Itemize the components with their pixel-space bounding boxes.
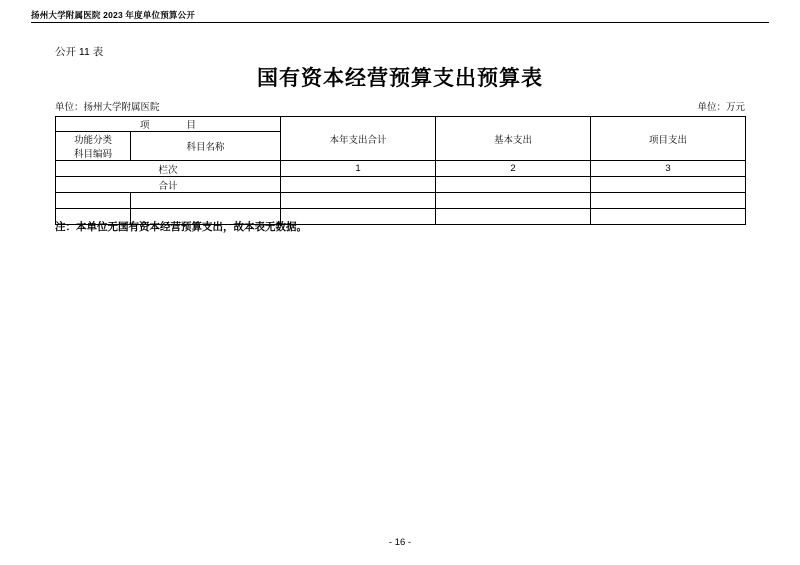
- table-note: 注：本单位无国有资本经营预算支出，故本表无数据。: [55, 221, 307, 233]
- cell-name: [131, 193, 281, 209]
- unit-entity: 单位：扬州大学附属医院: [55, 102, 160, 113]
- cell-code: [56, 193, 131, 209]
- budget-table: [55, 116, 746, 225]
- cell-project: [591, 193, 746, 209]
- table-row-column-numbers: [56, 161, 746, 177]
- sheet-label: 公开 11 表: [55, 46, 104, 58]
- page-number: - 16 -: [388, 537, 412, 548]
- total-row-value-1: [281, 177, 436, 193]
- cell-total: [281, 193, 436, 209]
- header-divider: [31, 22, 769, 23]
- column-number-label: 栏次: [56, 161, 281, 177]
- header-code-line2: 科目编码: [73, 149, 112, 160]
- total-row-value-3: [591, 177, 746, 193]
- column-number-2: 2: [436, 161, 591, 177]
- header-total: 本年支出合计: [281, 117, 436, 161]
- header-code: [56, 132, 131, 161]
- unit-amount: 单位：万元: [697, 102, 745, 113]
- table-row-total: [56, 177, 746, 193]
- header-name: 科目名称: [131, 132, 281, 161]
- unit-line: [55, 99, 745, 113]
- total-row-value-2: [436, 177, 591, 193]
- column-number-1: 1: [281, 161, 436, 177]
- table-header-row-top: [56, 117, 746, 132]
- page-title: 国有资本经营预算支出预算表: [257, 67, 543, 90]
- header-code-line1: 功能分类: [73, 135, 112, 146]
- cell-project: [591, 209, 746, 225]
- header-item-group-label: 项 目: [140, 120, 203, 131]
- column-number-3: 3: [591, 161, 746, 177]
- header-basic: 基本支出: [436, 117, 591, 161]
- table-row: [56, 193, 746, 209]
- cell-basic: [436, 193, 591, 209]
- header-item-group: [56, 117, 281, 132]
- running-header: 扬州大学附属医院 2023 年度单位预算公开: [31, 10, 196, 20]
- total-row-label: 合计: [56, 177, 281, 193]
- header-project: 项目支出: [591, 117, 746, 161]
- cell-basic: [436, 209, 591, 225]
